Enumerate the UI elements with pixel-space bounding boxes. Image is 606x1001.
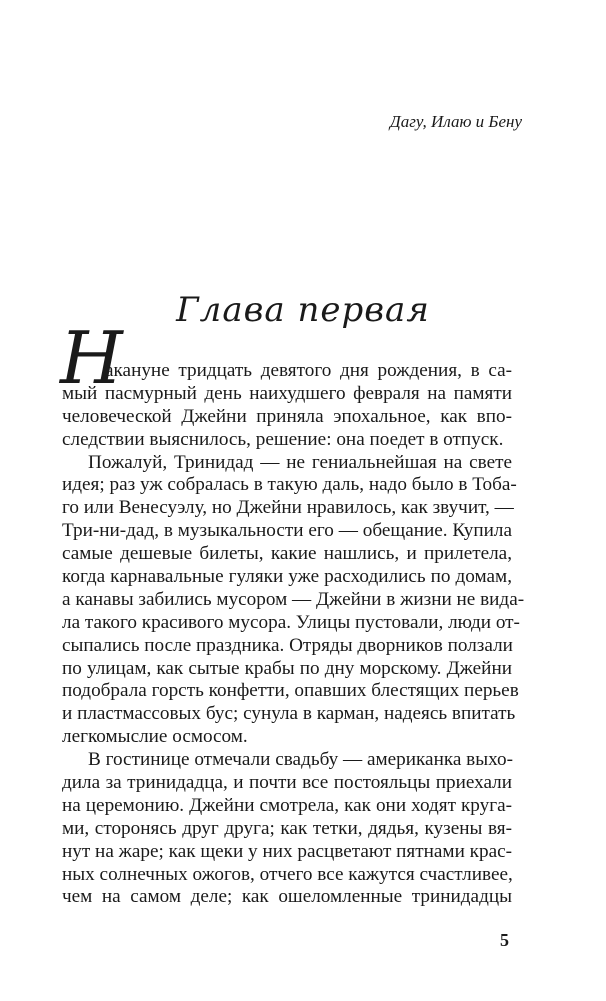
text-line: мый пасмурный день наихудшего февраля на памяти xyxy=(62,382,512,404)
text-line: сыпались после праздника. Отряды дворников ползали xyxy=(62,634,513,656)
text-line: акануне тридцать девятого дня рождения, в са- xyxy=(105,360,512,381)
text-line: ми, сторонясь друг друга; как тетки, дядья, кузены вя- xyxy=(62,817,512,839)
text-line: на церемонию. Джейни смотрела, как они ходят круга- xyxy=(62,794,512,816)
drop-cap: Н xyxy=(60,316,123,400)
body-text xyxy=(62,360,525,909)
text-line: а канавы забились мусором — Джейни в жизни не вида- xyxy=(62,588,525,610)
text-line: подобрала горсть конфетти, опавших блестящих перьев xyxy=(62,680,519,702)
text-line: и пластмассовых бус; сунула в карман, надеясь впитать xyxy=(62,703,516,725)
text-line: В гостинице отмечали свадьбу — американка выхо- xyxy=(88,749,513,771)
text-line: когда карнавальные гуляки уже расходились по домам, xyxy=(62,566,512,588)
text-line: человеческой Джейни приняла эпохальное, как впо- xyxy=(62,405,512,427)
text-line: Три-ни-дад, в музыкальности его — обещание. Купила xyxy=(62,520,512,542)
dedication: Дагу, Илаю и Бену xyxy=(389,112,522,131)
text-line: ных солнечных ожогов, отчего все кажутся счастливее, xyxy=(62,863,513,885)
text-line: Пожалуй, Тринидад — не гениальнейшая на свете xyxy=(88,451,512,473)
text-line: легкомыслие осмосом. xyxy=(62,726,248,748)
text-line: нут на жаре; как щеки у них расцветают пятнами крас- xyxy=(62,840,512,862)
text-line: дила за тринидадца, и почти все постояльцы приехали xyxy=(62,772,512,794)
text-line: ла такого красивого мусора. Улицы пустовали, люди от- xyxy=(62,611,520,633)
text-line: следствии выяснилось, решение: она поедет в отпуск. xyxy=(62,428,504,450)
text-line: го или Венесуэлу, но Джейни нравилось, как звучит, — xyxy=(62,497,514,519)
text-line: по улицам, как сытые крабы по дну морскому. Джейни xyxy=(62,657,512,679)
page-number: 5 xyxy=(500,930,509,950)
text-line: чем на самом деле; как ошеломленные тринидадцы xyxy=(62,886,512,908)
text-line: идея; раз уж собралась в такую даль, надо было в Тоба- xyxy=(62,474,517,496)
chapter-title: Глава первая xyxy=(176,290,430,330)
text-line: самые дешевые билеты, какие нашлись, и прилетела, xyxy=(62,543,512,565)
